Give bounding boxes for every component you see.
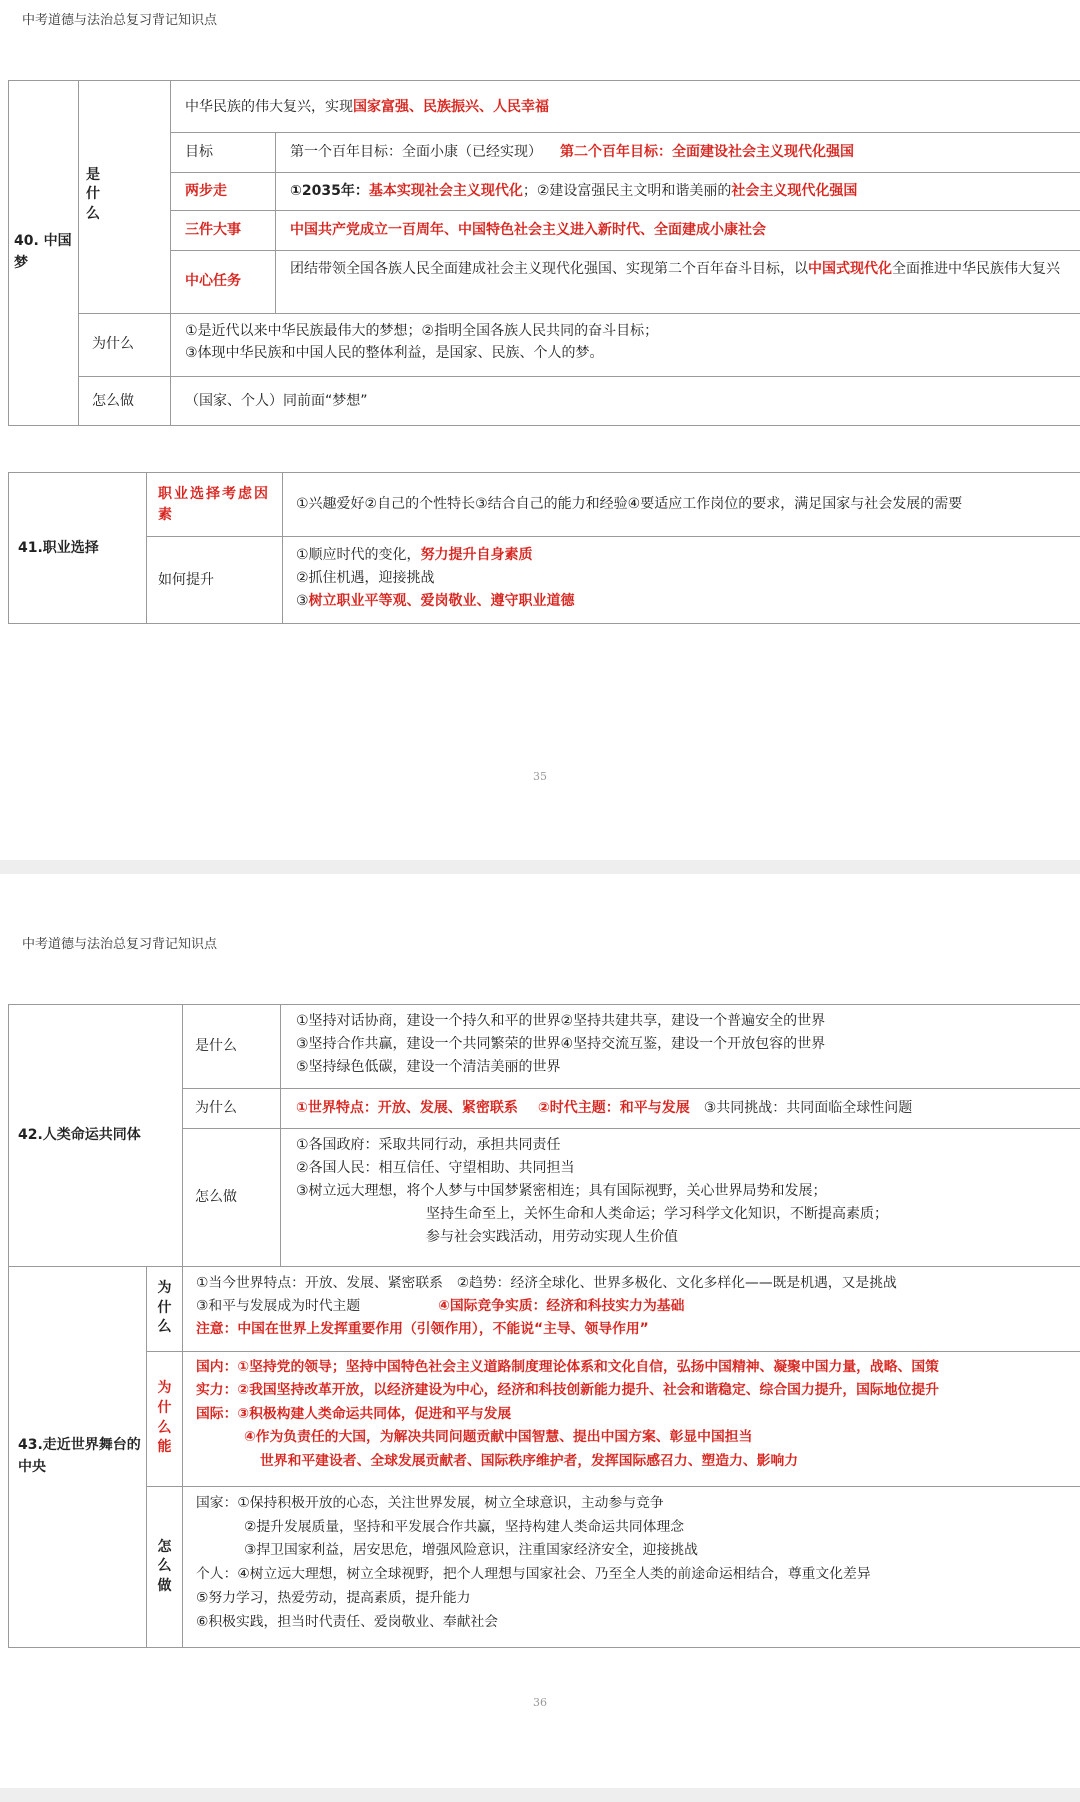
how-line: ②提升发展质量，坚持和平发展合作共赢，坚持构建人类命运共同体理念 (244, 1518, 685, 1535)
why-line: ③和平与发展成为时代主题 ④国际竞争实质：经济和科技实力为基础 (196, 1297, 685, 1314)
how-line: ③树立远大理想，将个人梦与中国梦紧密相连；具有国际视野，关心世界局势和发展； (296, 1183, 827, 1200)
how-label-43: 怎么做 (157, 1538, 172, 1594)
how-line: ②各国人民：相互信任、守望相助、共同担当 (296, 1160, 575, 1177)
goal-first: 第一个百年目标：全面小康（已经实现） (290, 143, 542, 160)
how-line: ⑥积极实践，担当时代责任、爱岗敬业、奉献社会 (196, 1613, 499, 1630)
why-label-40: 为什么 (92, 336, 134, 353)
can-line: 国内：①坚持党的领导；坚持中国特色社会主义道路制度理论体系和文化自信，弘扬中国精神、凝聚中国力量，战略、国策 (196, 1359, 939, 1375)
improve-content (296, 544, 1076, 620)
section-42-title: 42.人类命运共同体 (18, 1126, 141, 1143)
dream-intro (185, 90, 1065, 124)
page-2 (0, 874, 1080, 1788)
improve-item: ①顺应时代的变化，努力提升自身素质 (296, 547, 533, 563)
section-40-title: 40. 中国梦 (14, 233, 72, 272)
why-label-43: 为什么 (157, 1280, 172, 1336)
can-content-43 (196, 1356, 1080, 1484)
can-line: 实力：②我国坚持改革开放，以经济建设为中心，经济和科技创新能力提升、社会和谐稳定、综合国力提升，国际地位提升 (196, 1382, 939, 1399)
why-label-42: 为什么 (195, 1099, 237, 1116)
improve-item: ③树立职业平等观、爱岗敬业、遵守职业道德 (296, 593, 575, 610)
why-content-42 (296, 1088, 1076, 1128)
why-content-43 (196, 1272, 1080, 1350)
why-line-1: ①是近代以来中华民族最伟大的梦想；②指明全国各族人民共同的奋斗目标； (185, 323, 659, 339)
how-line: 个人：④树立远大理想，树立全球视野，把个人理想与国家社会、乃至全人类的前途命运相结合，尊重文化差异 (196, 1566, 871, 1583)
section-40-what-label (86, 160, 116, 230)
core-task-content (290, 258, 1075, 310)
how-line: ③捍卫国家利益，居安思危，增强风险意识，注重国家经济安全，迎接挑战 (244, 1542, 698, 1559)
what-line: ③坚持合作共赢，建设一个共同繁荣的世界④坚持交流互鉴，建设一个开放包容的世界 (296, 1036, 826, 1053)
dream-intro-text: 中华民族的伟大复兴，实现 (185, 98, 353, 115)
two-steps-p3: ；②建设富强民主文明和谐美丽的 (522, 182, 732, 199)
what-label-text: 是什么 (86, 166, 100, 222)
why-line-2: ③体现中华民族和中国人民的整体利益，是国家、民族、个人的梦。 (185, 345, 604, 362)
can-line: ④作为负责任的大国，为解决共同问题贡献中国智慧、提出中国方案、彰显中国担当 (244, 1429, 753, 1446)
can-label-43: 为什么能 (157, 1380, 172, 1456)
why-line: ①当今世界特点：开放、发展、紧密联系 ②趋势：经济全球化、世界多极化、文化多样化——既是机遇，又是挑战 (196, 1275, 897, 1291)
how-content-43 (196, 1492, 1080, 1644)
how-line: 坚持生命至上，关怀生命和人类命运；学习科学文化知识，不断提高素质； (426, 1206, 888, 1223)
section-41-title: 41.职业选择 (18, 539, 99, 556)
factors-label: 职业选择考虑因素 (158, 486, 270, 523)
how-label-42: 怎么做 (195, 1188, 237, 1205)
two-steps-p2: 基本实现社会主义现代化 (368, 182, 523, 199)
core-task-label: 中心任务 (185, 273, 241, 290)
three-events-label: 三件大事 (185, 221, 241, 238)
section-43-title: 43.走近世界舞台的中央 (18, 1437, 141, 1475)
how-content-42 (296, 1134, 1076, 1264)
why-item: ②时代主题：和平与发展 (537, 1099, 690, 1116)
can-line: 世界和平建设者、全球发展贡献者、国际秩序维护者，发挥国际感召力、塑造力、影响力 (260, 1452, 799, 1469)
why-item: ③共同挑战：共同面临全球性问题 (703, 1099, 913, 1116)
core-task-p2: 中国式现代化 (808, 261, 892, 277)
how-line: ⑤努力学习，热爱劳动，提高素质，提升能力 (196, 1589, 471, 1606)
two-steps-content (290, 172, 1080, 210)
page-header: 中考道德与法治总复习背记知识点 (22, 937, 218, 952)
dream-intro-highlight: 国家富强、民族振兴、人民幸福 (353, 98, 549, 115)
can-line: 国际：③积极构建人类命运共同体，促进和平与发展 (196, 1405, 512, 1422)
what-label-42: 是什么 (195, 1037, 237, 1054)
two-steps-p1: ①2035年： (290, 182, 369, 199)
why-note: 注意：中国在世界上发挥重要作用（引领作用），不能说“主导、领导作用” (196, 1320, 649, 1337)
how-line: 参与社会实践活动，用劳动实现人生价值 (426, 1229, 678, 1246)
page-number-35: 35 (533, 770, 547, 783)
improve-item: ②抓住机遇，迎接挑战 (296, 570, 435, 587)
what-content-42 (296, 1010, 1076, 1086)
why-content-40 (185, 320, 1075, 374)
core-task-p1: 团结带领全国各族人民全面建成社会主义现代化强国、实现第二个百年奋斗目标，以 (290, 261, 808, 277)
what-line: ⑤坚持绿色低碳，建设一个清洁美丽的世界 (296, 1059, 561, 1076)
two-steps-label: 两步走 (185, 182, 227, 199)
how-content-40: （国家、个人）同前面“梦想” (185, 392, 368, 409)
page-number-36: 36 (533, 1696, 547, 1709)
goal-second: 第二个百年目标：全面建设社会主义现代化强国 (560, 143, 854, 160)
page-separator (0, 1788, 1080, 1802)
how-line: ①各国政府：采取共同行动，承担共同责任 (296, 1137, 561, 1153)
factors-content: ①兴趣爱好②自己的个性特长③结合自己的能力和经验④要适应工作岗位的要求，满足国家与社会发展的需要 (296, 495, 963, 512)
page-header: 中考道德与法治总复习背记知识点 (22, 13, 218, 28)
why-item: ①世界特点：开放、发展、紧密联系 (296, 1099, 518, 1116)
core-task-p3: 全面推进中华民族伟大复兴 (892, 261, 1060, 277)
improve-label: 如何提升 (158, 571, 214, 588)
goal-content (290, 132, 1080, 172)
page-1 (0, 0, 1080, 860)
goal-label: 目标 (185, 143, 213, 160)
two-steps-p4: 社会主义现代化强国 (731, 182, 858, 199)
what-line: ①坚持对话协商，建设一个持久和平的世界②坚持共建共享，建设一个普遍安全的世界 (296, 1013, 826, 1029)
how-label-40: 怎么做 (92, 392, 134, 409)
page-separator (0, 860, 1080, 874)
how-line: 国家：①保持积极开放的心态，关注世界发展，树立全球意识，主动参与竞争 (196, 1495, 664, 1511)
three-events-content: 中国共产党成立一百周年、中国特色社会主义进入新时代、全面建成小康社会 (290, 221, 766, 238)
